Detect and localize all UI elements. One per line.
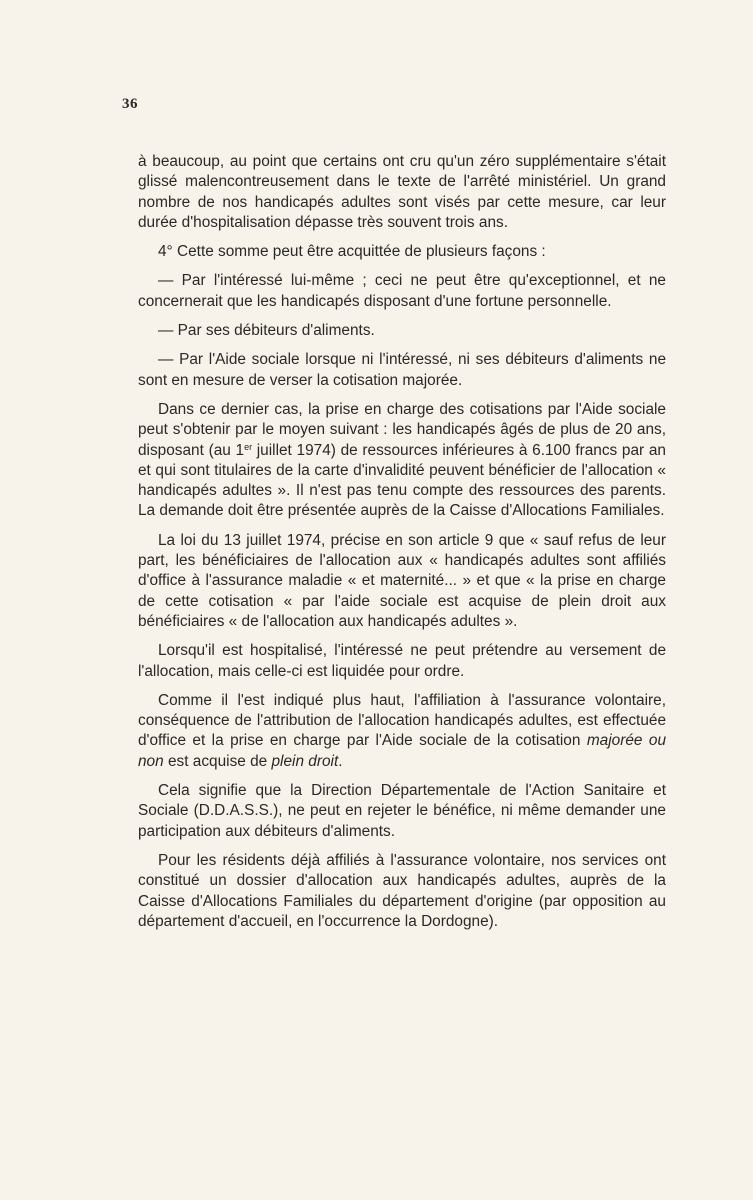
- paragraph: — Par l'Aide sociale lorsque ni l'intéressé, ni ses débiteurs d'aliments ne sont en mesure de verser la cotisation majorée.: [138, 351, 666, 389]
- body-text: [138, 152, 666, 941]
- paragraph: à beaucoup, au point que certains ont cru qu'un zéro supplémentaire s'était glissé malencontreusement dans le texte de l'arrêté ministériel. Un grand nombre de nos handicapés adultes sont visés par cette mesure, car leur durée d'hospitalisation dépasse très souvent trois ans.: [138, 153, 666, 231]
- superscript: er: [244, 441, 253, 452]
- paragraph: Pour les résidents déjà affiliés à l'assurance volontaire, nos services ont constitué un dossier d'allocation aux handicapés adultes, auprès de la Caisse d'Allocations Familiales du département d'origine (par opposition au département d'accueil, en l'occurrence la Dordogne).: [138, 851, 666, 930]
- paragraph-text: juillet 1974) de ressources inférieures à 6.100 francs par an et qui sont titulaires de la carte d'invalidité peuvent bénéficier de l'allocation « handicapés adultes ». Il n'est pas tenu compte des ressources des parents. La demande doit être présentée auprès de la Caisse d'Allocations Familiales.: [138, 441, 666, 520]
- paragraph: — Par ses débiteurs d'aliments.: [158, 322, 375, 340]
- paragraph-text: Dans ce dernier cas, la prise en charge des cotisations par l'Aide sociale peut s'obtenir par le moyen suivant : les handicapés âgés de plus de 20 ans, disposant (au 1: [138, 400, 666, 459]
- paragraph: — Par l'intéressé lui-même ; ceci ne peut être qu'exceptionnel, et ne concernerait que les handicapés disposant d'une fortune personnelle.: [138, 272, 666, 310]
- paragraph: [138, 400, 666, 522]
- paragraph: La loi du 13 juillet 1974, précise en son article 9 que « sauf refus de leur part, les bénéficiaires de l'allocation aux « handicapés adultes sont affiliés d'office à l'assurance maladie « et maternité... » et que « la prise en charge de cette cotisation « par l'aide sociale est acquise de plein droit aux bénéficiaires « de l'allocation aux handicapés adultes ».: [138, 531, 666, 630]
- page-number: 36: [122, 96, 138, 112]
- paragraph-text: .: [338, 752, 343, 770]
- italic-text: plein droit: [271, 752, 339, 770]
- italic-text: majorée ou non: [138, 732, 667, 770]
- paragraph-text: est acquise de: [163, 752, 272, 770]
- paragraph: [138, 691, 666, 772]
- paragraph: Lorsqu'il est hospitalisé, l'intéressé ne peut prétendre au versement de l'allocation, mais celle-ci est liquidée pour ordre.: [138, 642, 666, 680]
- paragraph: 4° Cette somme peut être acquittée de plusieurs façons :: [158, 243, 546, 261]
- paragraph: Cela signifie que la Direction Départementale de l'Action Sanitaire et Sociale (D.D.A.S.S.), ne peut en rejeter le bénéfice, ni même demander une participation aux débiteurs d'aliments.: [138, 782, 666, 840]
- paragraph-text: Comme il l'est indiqué plus haut, l'affiliation à l'assurance volontaire, conséquence de l'attribution de l'allocation handicapés adultes, est effectuée d'office et la prise en charge par l'Aide sociale de la cotisation: [138, 691, 666, 750]
